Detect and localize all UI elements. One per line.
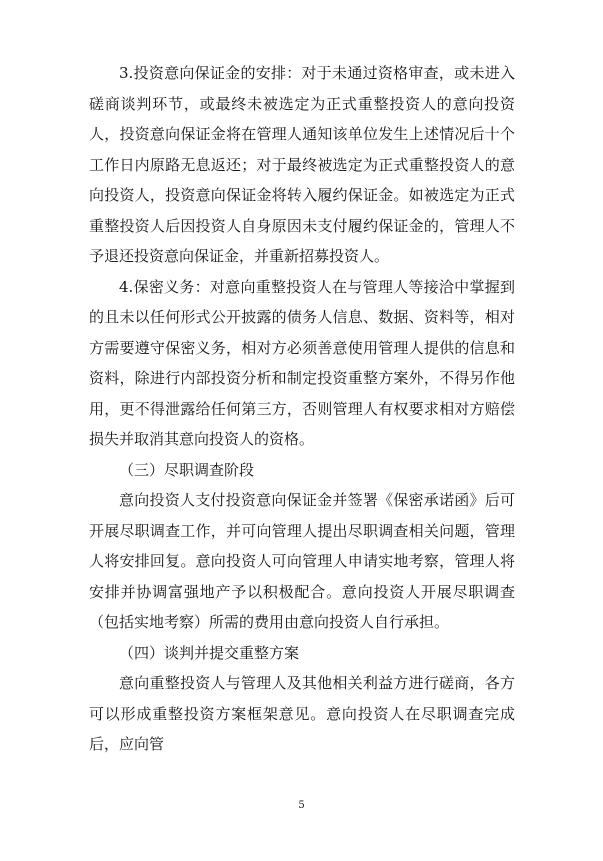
section-heading-negotiation: （四）谈判并提交重整方案 — [119, 643, 300, 662]
paragraph-negotiation: 意向重整投资人与管理人及其他相关利益方进行磋商，各方可以形成重整投资方案框架意见。意向投资人在尽职调查完成后，应向管 — [89, 674, 515, 753]
paragraph-due-diligence: 意向投资人支付投资意向保证金并签署《保密承诺函》后可开展尽职调查工作，并可向管理人提出尽职调查相关问题，管理人将安排回复。意向投资人可向管理人申请实地考察，管理人将安排并协调富强地产予以积极配合。意向投资人开展尽职调查（包括实地考察）所需的费用由意向投资人自行承担。 — [89, 491, 515, 631]
paragraph-confidentiality: 4.保密义务：对意向重整投资人在与管理人等接洽中掌握到的且未以任何形式公开披露的债务人信息、数据、资料等，相对方需要遵守保密义务，相对方必须善意使用管理人提供的信息和资料，除进行内部投资分析和制定投资重整方案外，不得另作他用，更不得泄露给任何第三方，否则管理人有权要求相对方赔偿损失并取消其意向投资人的资格。 — [89, 277, 515, 448]
paragraph-deposit-arrangement: 3.投资意向保证金的安排：对于未通过资格审查，或未进入磋商谈判环节，或最终未被选定为正式重整投资人的意向投资人，投资意向保证金将在管理人通知该单位发生上述情况后十个工作日内原路无息返还；对于最终被选定为正式重整投资人的意向投资人，投资意向保证金将转入履约保证金。如被选定为正式重整投资人后因投资人自身原因未支付履约保证金的，管理人不予退还投资意向保证金，并重新招募投资人。 — [89, 64, 515, 265]
section-heading-due-diligence: （三）尽职调查阶段 — [119, 460, 255, 479]
page-number: 5 — [298, 800, 305, 811]
page-body — [89, 58, 515, 760]
